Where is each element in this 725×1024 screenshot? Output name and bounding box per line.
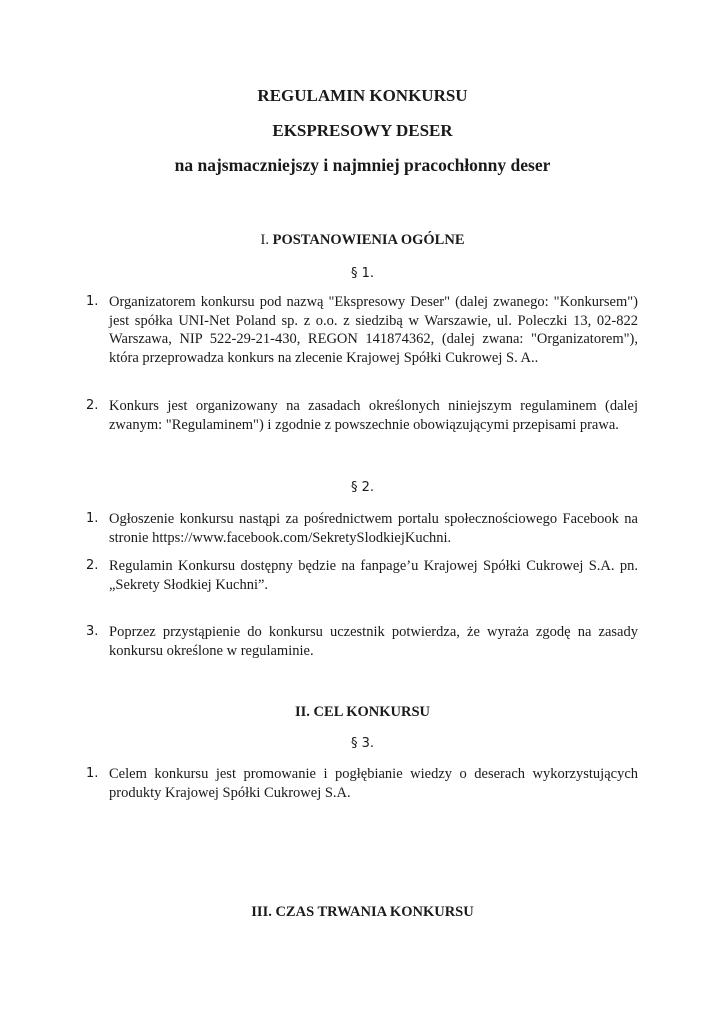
item-number: 1. bbox=[86, 766, 99, 781]
item-text: Regulamin Konkursu dostępny będzie na fanpage’u Krajowej Spółki Cukrowej S.A. pn. „Sekrety Słodkiej Kuchni”. bbox=[109, 558, 638, 593]
section-roman-numeral: I. bbox=[260, 232, 269, 248]
paragraph-mark: § 2. bbox=[350, 480, 375, 495]
item-text: Konkurs jest organizowany na zasadach określonych niniejszym regulaminem (dalej zwanym: "Regulaminem") i zgodnie z powszechnie obowiązującymi przepisami prawa. bbox=[109, 398, 638, 433]
item-number: 2. bbox=[86, 558, 99, 573]
item-number: 2. bbox=[86, 398, 99, 413]
section-heading-czas-trwania-konkursu: III. CZAS TRWANIA KONKURSU bbox=[251, 904, 474, 920]
item-number: 1. bbox=[86, 294, 99, 309]
paragraph-mark: § 3. bbox=[350, 736, 375, 751]
paragraph-mark: § 1. bbox=[350, 266, 375, 281]
list-item bbox=[86, 765, 638, 802]
item-text: Ogłoszenie konkursu nastąpi za pośrednictwem portalu społecznościowego Facebook na stronie https://www.facebook.com/SekretySlodkiejKuchni. bbox=[109, 511, 638, 546]
section-heading-text: POSTANOWIENIA OGÓLNE bbox=[268, 232, 465, 248]
section-heading-cel-konkursu: II. CEL KONKURSU bbox=[295, 704, 430, 720]
document-title: REGULAMIN KONKURSU bbox=[257, 86, 468, 105]
section-heading-postanowienia-ogolne bbox=[0, 232, 725, 249]
item-text: Poprzez przystąpienie do konkursu uczestnik potwierdza, że wyraża zgodę na zasady konkursu określone w regulaminie. bbox=[109, 624, 638, 659]
item-text: Celem konkursu jest promowanie i pogłębianie wiedzy o deserach wykorzystujących produkty Krajowej Spółki Cukrowej S.A. bbox=[109, 766, 638, 801]
item-number: 3. bbox=[86, 624, 99, 639]
item-number: 1. bbox=[86, 511, 99, 526]
list-item bbox=[86, 293, 638, 367]
item-text: Organizatorem konkursu pod nazwą "Ekspresowy Deser" (dalej zwanego: "Konkursem") jest spółka UNI-Net Poland sp. z o.o. z siedzibą w Warszawie, ul. Poleczki 13, 02-822 Warszawa, NIP 522-29-21-430, REGON 141874362, (dalej zwana: "Organizatorem"), która przeprowadza konkurs na zlecenie Krajowej Spółki Cukrowej S. A.. bbox=[109, 294, 638, 366]
contest-name: EKSPRESOWY DESER bbox=[272, 121, 453, 140]
list-item bbox=[86, 623, 638, 660]
list-item bbox=[86, 510, 638, 547]
contest-subtitle: na najsmaczniejszy i najmniej pracochłonny deser bbox=[174, 155, 551, 175]
list-item bbox=[86, 397, 638, 434]
list-item bbox=[86, 557, 638, 594]
